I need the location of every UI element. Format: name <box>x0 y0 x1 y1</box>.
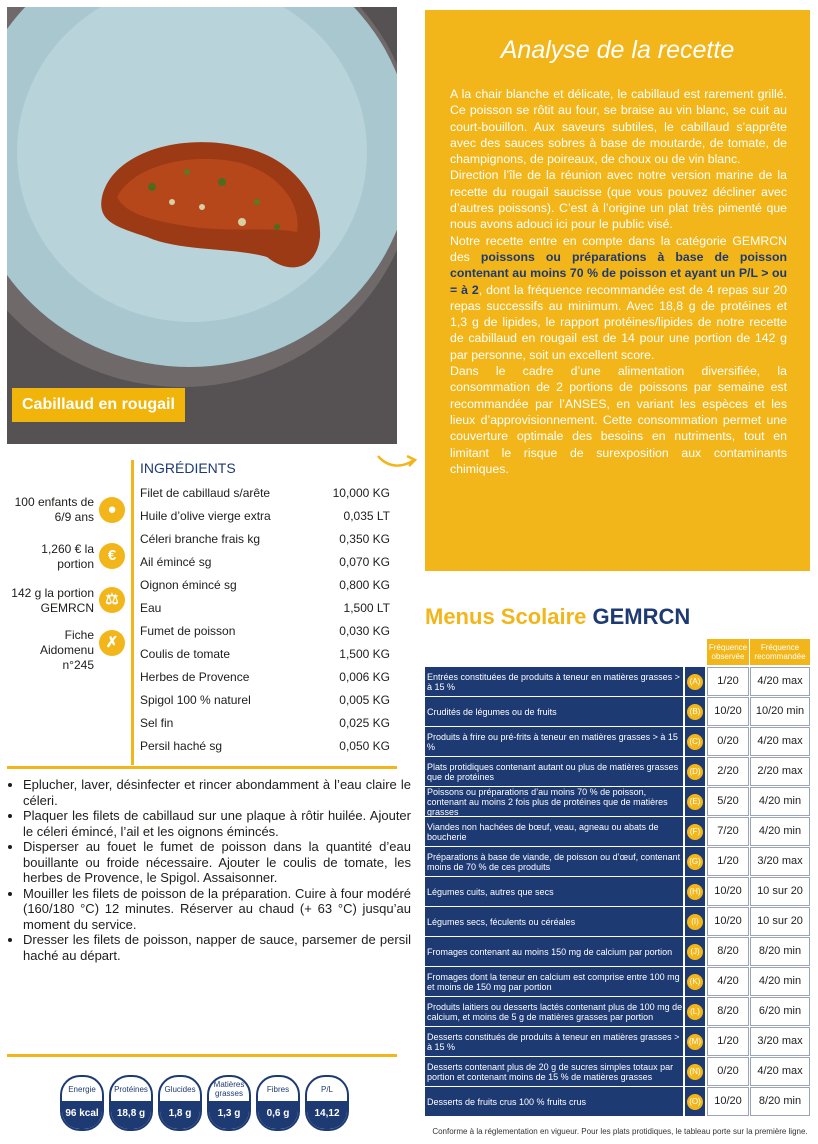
nutrition-label: Matières grasses <box>213 1080 245 1098</box>
recommended-frequency: 3/20 max <box>750 1027 810 1056</box>
food-category: Préparations à base de viande, de poisson ou d’œuf, contenant moins de 70 % de ces produits <box>425 847 683 876</box>
ingredient-name: Herbes de Provence <box>140 670 250 684</box>
recommended-frequency: 2/20 max <box>750 757 810 786</box>
food-category: Légumes cuits, autres que secs <box>425 877 683 906</box>
recommended-frequency: 10 sur 20 <box>750 907 810 936</box>
euro-icon: € <box>99 543 125 569</box>
category-letter: (E) <box>685 787 705 816</box>
cost-text: 1,260 € la portion <box>41 542 94 571</box>
preparation-steps <box>7 777 411 963</box>
ingredient-row <box>140 712 390 735</box>
food-category: Desserts de fruits crus 100 % fruits crus <box>425 1087 683 1116</box>
food-category: Poissons ou préparations d’au moins 70 % de poisson, contenant au moins 2 fois plus de protéines que de matières grasses <box>425 787 683 816</box>
ingredient-quantity: 0,070 KG <box>339 555 390 569</box>
table-row <box>425 877 810 906</box>
ingredient-name: Persil haché sg <box>140 739 223 753</box>
table-row <box>425 847 810 876</box>
scale-icon: ⚖ <box>99 587 125 613</box>
curved-arrow-icon <box>376 450 420 472</box>
ingredient-quantity: 1,500 LT <box>343 601 390 615</box>
ingredient-quantity: 0,005 KG <box>339 693 390 707</box>
portion-text: 142 g la portion GEMRCN <box>11 586 94 615</box>
nutrition-value: 0,6 g <box>258 1101 298 1129</box>
column-header-recommended: Fréquence recommandée <box>750 639 810 665</box>
table-row <box>425 697 810 726</box>
recipe-photo <box>7 7 397 444</box>
ingredient-row <box>140 505 390 528</box>
nutrition-label: Energie <box>68 1084 96 1094</box>
category-letter: (G) <box>685 847 705 876</box>
nutrition-badge <box>158 1075 202 1131</box>
table-row <box>425 967 810 996</box>
preparation-step: • Mouiller les filets de poisson de la préparation. Cuire à four modéré (160/180 °C) 12 minutes. Réserver au chaud (+ 63 °C) jusqu’au moment du service. <box>23 886 411 933</box>
food-category: Fromages contenant au moins 150 mg de calcium par portion <box>425 937 683 966</box>
ingredient-row <box>140 482 390 505</box>
nutrition-value: 1,3 g <box>209 1101 249 1129</box>
observed-frequency: 1/20 <box>707 1027 749 1056</box>
ingredient-row <box>140 620 390 643</box>
category-letter: (F) <box>685 817 705 846</box>
nutrition-label: Fibres <box>266 1084 290 1094</box>
observed-frequency: 8/20 <box>707 997 749 1026</box>
preparation-step: • Eplucher, laver, désinfecter et rincer abondamment à l’eau claire le céleri. <box>23 777 411 808</box>
category-letter: (N) <box>685 1057 705 1086</box>
recommended-frequency: 3/20 max <box>750 847 810 876</box>
category-letter: (H) <box>685 877 705 906</box>
column-header-observed: Fréquence observée <box>707 639 749 665</box>
nutrition-value: 14,12 <box>307 1101 347 1129</box>
preparation-step: • Dresser les filets de poisson, napper de sauce, parsemer de persil haché au départ. <box>23 932 411 963</box>
analysis-paragraph: Direction l’île de la réunion avec notre version marine de la recette du rougail saucisse (que vous pouvez décliner avec d’autres poissons). C’est à l’origine un plat très pimenté que nous avons adouci ici pour le public visé. <box>450 168 787 232</box>
ingredient-quantity: 0,025 KG <box>339 716 390 730</box>
table-row <box>425 757 810 786</box>
table-row <box>425 817 810 846</box>
food-category: Fromages dont la teneur en calcium est comprise entre 100 mg et moins de 150 mg par portion <box>425 967 683 996</box>
ingredient-row <box>140 528 390 551</box>
observed-frequency: 1/20 <box>707 667 749 696</box>
ingredient-quantity: 0,350 KG <box>339 532 390 546</box>
category-letter: (D) <box>685 757 705 786</box>
ingredient-name: Filet de cabillaud s/arête <box>140 486 271 500</box>
ingredient-name: Spigol 100 % naturel <box>140 693 251 707</box>
food-category: Produits à frire ou pré-frits à teneur en matières grasses > à 15 % <box>425 727 683 756</box>
ingredient-name: Huile d’olive vierge extra <box>140 509 271 523</box>
observed-frequency: 0/20 <box>707 727 749 756</box>
observed-frequency: 4/20 <box>707 967 749 996</box>
observed-frequency: 10/20 <box>707 1087 749 1116</box>
ingredient-name: Céleri branche frais kg <box>140 532 261 546</box>
food-category: Desserts contenant plus de 20 g de sucres simples totaux par portion et contenant moins de 15 % de matières grasses <box>425 1057 683 1086</box>
nutrition-value: 96 kcal <box>62 1101 102 1129</box>
divider <box>7 1054 397 1057</box>
table-row <box>425 787 810 816</box>
category-letter: (C) <box>685 727 705 756</box>
recommended-frequency: 4/20 min <box>750 967 810 996</box>
ingredient-quantity: 1,500 KG <box>339 647 390 661</box>
analysis-paragraph: A la chair blanche et délicate, le cabillaud est rarement grillé. Ce poisson se rôtit au four, se braise au vin blanc, se cuit au court-bouillon. Aux saveurs subtiles, le cabillaud s’apprête avec des sauces sobres à base de moutarde, de tomate, de champignons, de poireaux, de choux ou de vin blanc. <box>450 87 787 167</box>
analysis-text <box>450 86 787 477</box>
cutlery-icon: ✗ <box>99 630 125 656</box>
table-row <box>425 937 810 966</box>
category-letter: (B) <box>685 697 705 726</box>
food-category: Plats protidiques contenant autant ou plus de matières grasses que de protéines <box>425 757 683 786</box>
menus-title: Menus Scolaire GEMRCN <box>425 604 691 629</box>
ingredient-name: Ail émincé sg <box>140 555 212 569</box>
category-letter: (K) <box>685 967 705 996</box>
category-letter: (I) <box>685 907 705 936</box>
ingredients-title: INGRÉDIENTS <box>140 460 236 476</box>
nutrition-badge <box>207 1075 251 1131</box>
recommended-frequency: 8/20 min <box>750 1087 810 1116</box>
category-letter: (M) <box>685 1027 705 1056</box>
ingredient-name: Coulis de tomate <box>140 647 231 661</box>
recommended-frequency: 4/20 min <box>750 817 810 846</box>
fish-dish-illustration <box>92 127 332 277</box>
recommended-frequency: 4/20 min <box>750 787 810 816</box>
person-icon: ● <box>99 497 125 523</box>
gemrcn-category-highlight: poissons ou préparations à base de poisson contenant au moins 70 % de poisson et ayant un P/L > ou = à 2 <box>450 249 787 297</box>
food-category: Desserts constitués de produits à teneur en matières grasses > à 15 % <box>425 1027 683 1056</box>
recipe-name-label: Cabillaud en rougail <box>12 388 185 422</box>
table-row <box>425 1057 810 1086</box>
observed-frequency: 10/20 <box>707 697 749 726</box>
preparation-step: • Plaquer les filets de cabillaud sur une plaque à rôtir huilée. Ajouter le céleri émincé, l’ail et les oignons émincés. <box>23 808 411 839</box>
nutrition-label: Glucides <box>164 1084 196 1094</box>
food-category: Légumes secs, féculents ou céréales <box>425 907 683 936</box>
nutrition-value: 18,8 g <box>111 1101 151 1129</box>
category-letter: (L) <box>685 997 705 1026</box>
ingredient-quantity: 10,000 KG <box>332 486 390 500</box>
observed-frequency: 10/20 <box>707 907 749 936</box>
ingredient-name: Eau <box>140 601 162 615</box>
observed-frequency: 7/20 <box>707 817 749 846</box>
table-footnote: Conforme à la réglementation en vigueur. Pour les plats protidiques, le tableau porte sur la première ligne. <box>432 1127 808 1136</box>
food-category: Viandes non hachées de bœuf, veau, agneau ou abats de boucherie <box>425 817 683 846</box>
ingredient-row <box>140 735 390 758</box>
divider <box>7 766 397 769</box>
ingredient-quantity: 0,006 KG <box>339 670 390 684</box>
ingredient-name: Oignon émincé sg <box>140 578 237 592</box>
recommended-frequency: 10/20 min <box>750 697 810 726</box>
table-row <box>425 1027 810 1056</box>
nutrition-label: Protéines <box>114 1084 148 1094</box>
recommended-frequency: 4/20 max <box>750 667 810 696</box>
recipe-analysis-box <box>425 10 810 571</box>
food-category: Produits laitiers ou desserts lactés contenant plus de 100 mg de calcium, et moins de 5 g de matières grasses par portion <box>425 997 683 1026</box>
observed-frequency: 5/20 <box>707 787 749 816</box>
observed-frequency: 8/20 <box>707 937 749 966</box>
nutrition-badge <box>305 1075 349 1131</box>
recipe-sheet-text: Fiche Aidomenu n°245 <box>39 628 94 672</box>
ingredient-quantity: 0,035 LT <box>343 509 390 523</box>
recommended-frequency: 8/20 min <box>750 937 810 966</box>
ingredient-quantity: 0,050 KG <box>339 739 390 753</box>
ingredient-row <box>140 666 390 689</box>
nutrition-badge <box>109 1075 153 1131</box>
food-category: Crudités de légumes ou de fruits <box>425 697 683 726</box>
ingredient-row <box>140 597 390 620</box>
divider <box>131 460 134 765</box>
nutrition-badge <box>60 1075 104 1131</box>
observed-frequency: 0/20 <box>707 1057 749 1086</box>
recommended-frequency: 4/20 max <box>750 727 810 756</box>
ingredient-row <box>140 574 390 597</box>
observed-frequency: 2/20 <box>707 757 749 786</box>
table-row <box>425 1087 810 1116</box>
ingredient-row <box>140 689 390 712</box>
analysis-paragraph: Dans le cadre d’une alimentation diversifiée, la consommation de 2 portions de poissons par semaine est recommandée par l’ANSES, en variant les espèces et les lieux d’approvisionnement. Cette consommation permet une couverture optimale des besoins en nutriments, tout en limitant le risque de surexposition aux contaminants chimiques. <box>450 364 787 476</box>
nutrition-label: P/L <box>320 1084 333 1094</box>
table-row <box>425 667 810 696</box>
category-letter: (A) <box>685 667 705 696</box>
servings-text: 100 enfants de 6/9 ans <box>14 495 94 524</box>
table-row <box>425 907 810 936</box>
nutrition-value: 1,8 g <box>160 1101 200 1129</box>
analysis-paragraph: Notre recette entre en compte dans la catégorie GEMRCN des poissons ou préparations à base de poisson contenant au moins 70 % de poisson et ayant un P/L > ou = à 2, dont la fréquence recommandée est de 4 repas sur 20 repas successifs au minimum. Avec 18,8 g de protéines et 1,3 g de lipides, le rapport protéines/lipides de notre recette de cabillaud en rougail est de 14 pour une portion de 142 g par personne, soit un excellent score. <box>450 233 787 362</box>
ingredient-row <box>140 551 390 574</box>
table-row <box>425 727 810 756</box>
category-letter: (O) <box>685 1087 705 1116</box>
recommended-frequency: 10 sur 20 <box>750 877 810 906</box>
preparation-step: • Disperser au fouet le fumet de poisson dans la quantité d’eau bouillante ou froide nécessaire. Ajouter le coulis de tomate, les herbes de Provence, le Spigol. Assaisonner. <box>23 839 411 886</box>
table-row <box>425 997 810 1026</box>
food-category: Entrées constituées de produits à teneur en matières grasses > à 15 % <box>425 667 683 696</box>
ingredient-quantity: 0,800 KG <box>339 578 390 592</box>
analysis-title: Analyse de la recette <box>500 36 735 64</box>
ingredient-name: Sel fin <box>140 716 174 730</box>
ingredient-row <box>140 643 390 666</box>
ingredient-name: Fumet de poisson <box>140 624 236 638</box>
ingredient-quantity: 0,030 KG <box>339 624 390 638</box>
recommended-frequency: 4/20 max <box>750 1057 810 1086</box>
nutrition-badge <box>256 1075 300 1131</box>
recommended-frequency: 6/20 min <box>750 997 810 1026</box>
category-letter: (J) <box>685 937 705 966</box>
observed-frequency: 1/20 <box>707 847 749 876</box>
observed-frequency: 10/20 <box>707 877 749 906</box>
